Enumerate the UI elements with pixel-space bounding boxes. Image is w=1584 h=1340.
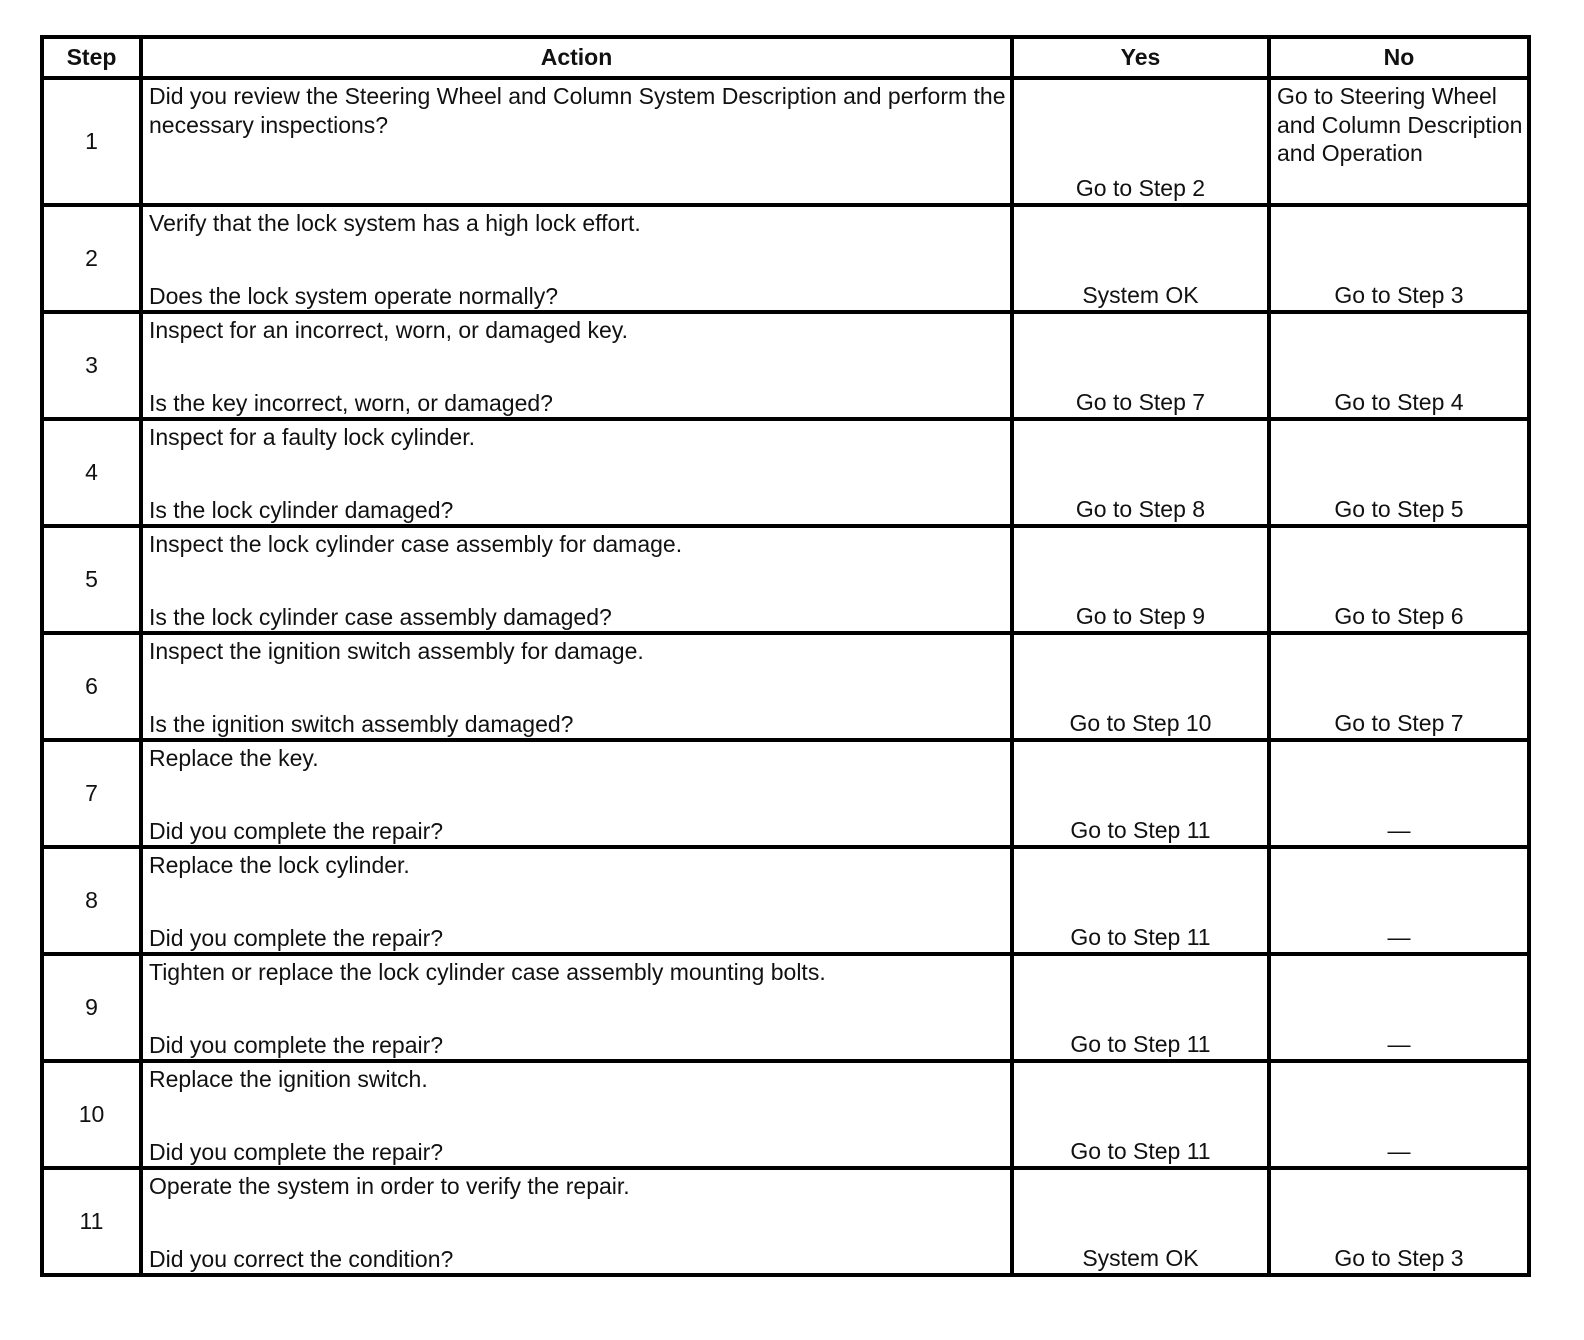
- no-result: —: [1269, 1061, 1529, 1168]
- step-number: 2: [42, 205, 141, 312]
- step-number: 8: [42, 847, 141, 954]
- action-question: Did you complete the repair?: [149, 1031, 444, 1058]
- yes-result: System OK: [1012, 1168, 1269, 1275]
- action-content: [149, 851, 1010, 952]
- action-question: Does the lock system operate normally?: [149, 282, 559, 309]
- action-cell: [141, 740, 1012, 847]
- step-number: 10: [42, 1061, 141, 1168]
- step-number: 7: [42, 740, 141, 847]
- action-cell: [141, 526, 1012, 633]
- yes-result: Go to Step 10: [1012, 633, 1269, 740]
- table-row: [42, 1168, 1529, 1275]
- action-cell: [141, 312, 1012, 419]
- action-instruction: Replace the lock cylinder.: [149, 852, 410, 878]
- no-result: —: [1269, 740, 1529, 847]
- step-number: 1: [42, 78, 141, 205]
- table-row: [42, 954, 1529, 1061]
- action-question: Did you complete the repair?: [149, 1138, 444, 1165]
- action-instruction: Inspect for a faulty lock cylinder.: [149, 424, 475, 450]
- action-question: Is the lock cylinder case assembly damaged?: [149, 603, 612, 630]
- table-row: [42, 78, 1529, 205]
- action-cell: [141, 954, 1012, 1061]
- action-content: [149, 423, 1010, 524]
- yes-result: Go to Step 8: [1012, 419, 1269, 526]
- header-step: Step: [42, 37, 141, 78]
- action-instruction: Inspect the ignition switch assembly for damage.: [149, 638, 644, 664]
- yes-result: Go to Step 11: [1012, 740, 1269, 847]
- no-result: Go to Step 7: [1269, 633, 1529, 740]
- no-result: Go to Step 3: [1269, 205, 1529, 312]
- action-content: [149, 316, 1010, 417]
- table-row: [42, 205, 1529, 312]
- yes-result: Go to Step 7: [1012, 312, 1269, 419]
- header-action: Action: [141, 37, 1012, 78]
- action-instruction: Replace the key.: [149, 745, 319, 771]
- yes-result: Go to Step 11: [1012, 1061, 1269, 1168]
- action-instruction: Replace the ignition switch.: [149, 1066, 428, 1092]
- action-content: [149, 744, 1010, 845]
- action-cell: [141, 78, 1012, 205]
- action-question: Did you complete the repair?: [149, 924, 444, 951]
- yes-result: Go to Step 2: [1012, 78, 1269, 205]
- action-question: Did you correct the condition?: [149, 1245, 454, 1272]
- action-instruction: Did you review the Steering Wheel and Column System Description and perform the necessary inspections?: [149, 83, 1006, 138]
- action-cell: [141, 1061, 1012, 1168]
- action-content: [149, 958, 1010, 1059]
- action-instruction: Operate the system in order to verify the repair.: [149, 1173, 630, 1199]
- action-cell: [141, 1168, 1012, 1275]
- yes-result: Go to Step 9: [1012, 526, 1269, 633]
- action-cell: [141, 847, 1012, 954]
- step-number: 3: [42, 312, 141, 419]
- action-cell: [141, 419, 1012, 526]
- no-result: Go to Step 3: [1269, 1168, 1529, 1275]
- table-row: [42, 847, 1529, 954]
- step-number: 5: [42, 526, 141, 633]
- step-number: 4: [42, 419, 141, 526]
- action-question: Is the lock cylinder damaged?: [149, 496, 454, 523]
- table-row: [42, 633, 1529, 740]
- action-instruction: Inspect the lock cylinder case assembly for damage.: [149, 531, 683, 557]
- table-row: [42, 740, 1529, 847]
- step-number: 6: [42, 633, 141, 740]
- action-cell: [141, 633, 1012, 740]
- action-content: [149, 209, 1010, 310]
- no-result: Go to Steering Wheel and Column Description and Operation: [1269, 78, 1529, 205]
- action-content: [149, 1172, 1010, 1273]
- yes-result: Go to Step 11: [1012, 847, 1269, 954]
- no-result: —: [1269, 954, 1529, 1061]
- yes-result: Go to Step 11: [1012, 954, 1269, 1061]
- step-number: 9: [42, 954, 141, 1061]
- action-content: [149, 82, 1010, 203]
- table-row: [42, 419, 1529, 526]
- table-row: [42, 1061, 1529, 1168]
- action-cell: [141, 205, 1012, 312]
- no-result: Go to Step 5: [1269, 419, 1529, 526]
- no-result: Go to Step 4: [1269, 312, 1529, 419]
- yes-result: System OK: [1012, 205, 1269, 312]
- step-number: 11: [42, 1168, 141, 1275]
- action-question: Did you complete the repair?: [149, 817, 444, 844]
- header-yes: Yes: [1012, 37, 1269, 78]
- table-row: [42, 526, 1529, 633]
- table-body: [42, 78, 1529, 1275]
- diagnostic-table: [40, 35, 1531, 1277]
- header-no: No: [1269, 37, 1529, 78]
- action-question: Is the key incorrect, worn, or damaged?: [149, 389, 553, 416]
- no-result: Go to Step 6: [1269, 526, 1529, 633]
- table-row: [42, 312, 1529, 419]
- action-instruction: Inspect for an incorrect, worn, or damaged key.: [149, 317, 628, 343]
- action-question: Is the ignition switch assembly damaged?: [149, 710, 574, 737]
- no-result: —: [1269, 847, 1529, 954]
- header-row: [42, 37, 1529, 78]
- action-instruction: Verify that the lock system has a high lock effort.: [149, 210, 641, 236]
- action-content: [149, 1065, 1010, 1166]
- action-instruction: Tighten or replace the lock cylinder case assembly mounting bolts.: [149, 959, 826, 985]
- action-content: [149, 637, 1010, 738]
- action-content: [149, 530, 1010, 631]
